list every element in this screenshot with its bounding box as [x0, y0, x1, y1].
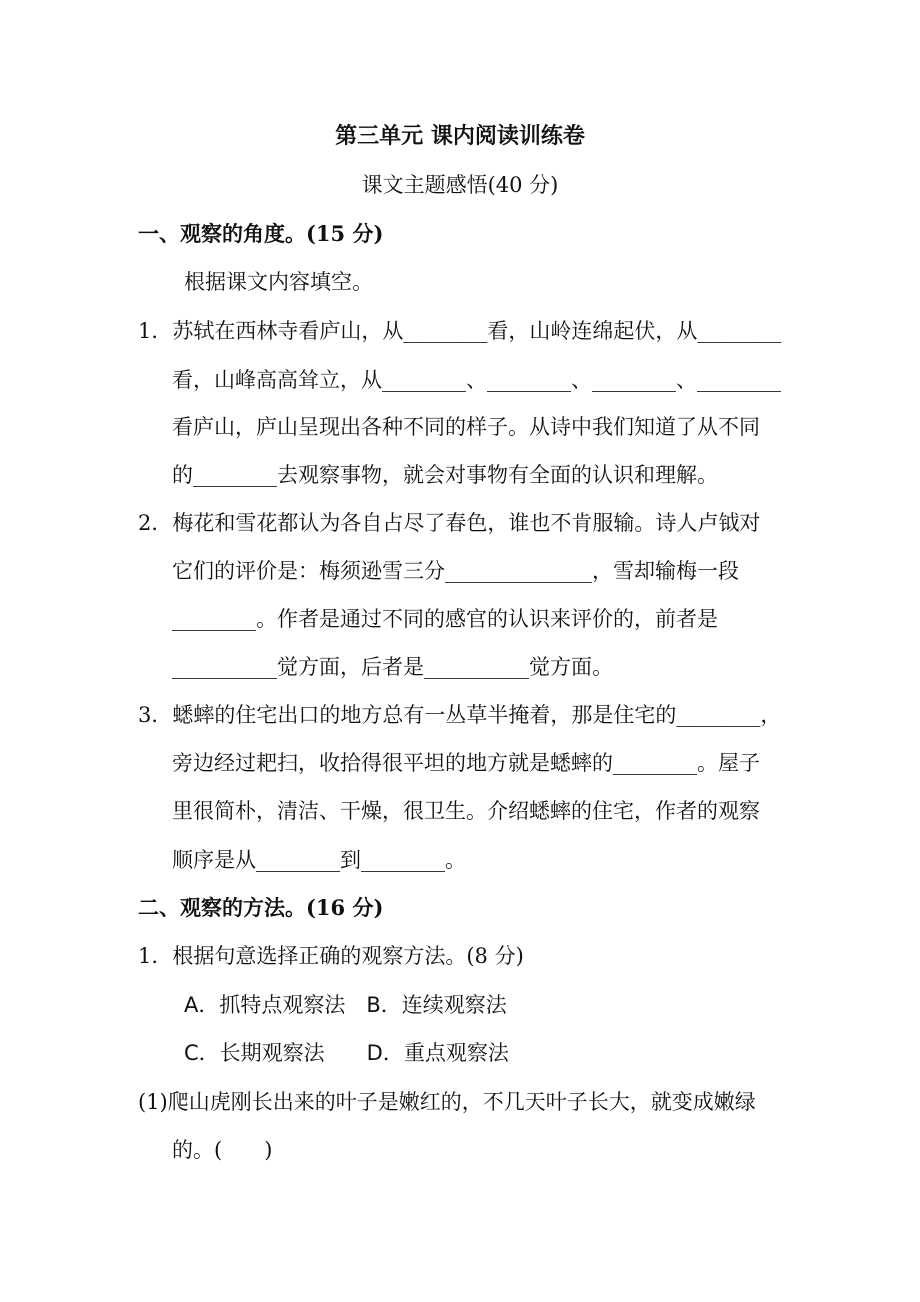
q2-line-2: 它们的评价是：梅须逊雪三分______________，雪却输梅一段: [172, 559, 739, 583]
q3-line-1: 3．蟋蟀的住宅出口的地方总有一丛草半掩着，那是住宅的________，: [138, 703, 782, 727]
q3-line-4: 顺序是从________到________。: [172, 848, 466, 872]
q2-line-4: __________觉方面，后者是__________觉方面。: [172, 655, 613, 679]
q2-line-3: ________。作者是通过不同的感官的认识来评价的，前者是: [172, 607, 718, 631]
q2-line-1: 2．梅花和雪花都认为各自占尽了春色，谁也不肯服输。诗人卢钺对: [138, 511, 761, 535]
q1-line-2: 看，山峰高高耸立，从________、________、________、________: [172, 368, 781, 392]
sub-question-1-line-1: (1)爬山虎刚长出来的叶子是嫩红的，不几天叶子长大，就变成嫩绿: [138, 1090, 756, 1114]
q3-line-3: 里很简朴，清洁、干燥，很卫生。介绍蟋蟀的住宅，作者的观察: [172, 799, 760, 823]
options-row-1: A．抓特点观察法 B．连续观察法: [184, 993, 507, 1017]
q3-line-2: 旁边经过耙扫，收拾得很平坦的地方就是蟋蟀的________。屋子: [172, 751, 760, 775]
q1-line-4: 的________去观察事物，就会对事物有全面的认识和理解。: [172, 463, 718, 487]
options-row-2: C．长期观察法 D．重点观察法: [184, 1041, 509, 1065]
section2-q1: 1．根据句意选择正确的观察方法。(8 分): [138, 944, 524, 968]
sub-question-1-line-2: 的。( ): [172, 1138, 273, 1162]
page-subtitle: 课文主题感悟(40 分): [361, 173, 559, 197]
q1-line-3: 看庐山，庐山呈现出各种不同的样子。从诗中我们知道了从不同: [172, 415, 760, 439]
section2-heading: 二、观察的方法。(16 分): [138, 895, 384, 920]
section1-heading: 一、观察的角度。(15 分): [138, 221, 384, 246]
section1-instruction: 根据课文内容填空。: [184, 270, 373, 294]
page-title: 第三单元 课内阅读训练卷: [335, 123, 585, 149]
q1-line-1: 1．苏轼在西林寺看庐山，从________看，山岭连绵起伏，从________: [138, 319, 782, 343]
